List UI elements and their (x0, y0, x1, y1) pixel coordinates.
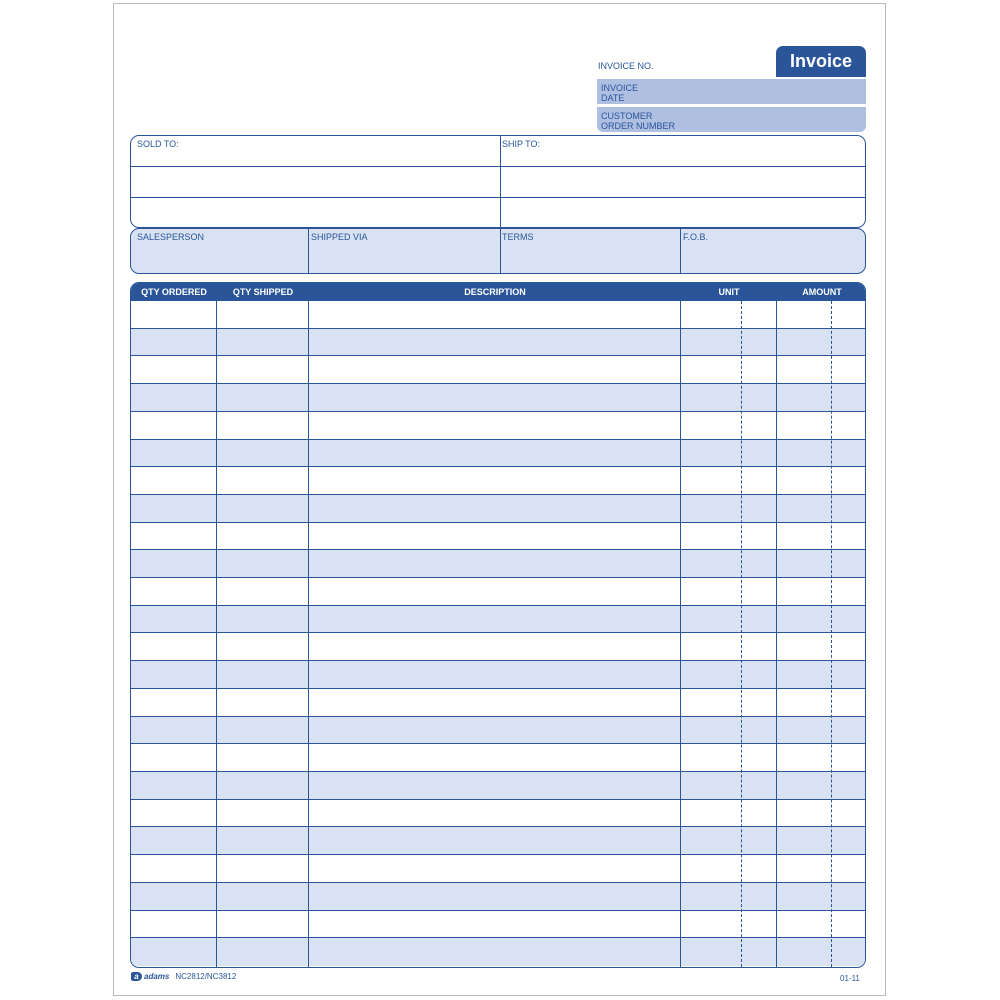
col-header-amount: AMOUNT (802, 287, 842, 297)
invoice-date-label-line2: DATE (601, 93, 625, 103)
terms-divider-3 (680, 229, 681, 273)
table-row[interactable] (131, 495, 865, 523)
table-row[interactable] (131, 883, 865, 911)
table-row[interactable] (131, 606, 865, 634)
table-row[interactable] (131, 772, 865, 800)
address-box (130, 135, 866, 228)
table-row[interactable] (131, 689, 865, 717)
table-row[interactable] (131, 356, 865, 384)
table-row[interactable] (131, 412, 865, 440)
terms-label: TERMS (502, 232, 534, 242)
col-header-qty-ordered: QTY ORDERED (141, 287, 207, 297)
terms-divider-1 (308, 229, 309, 273)
line-items-table (130, 282, 866, 968)
brand-name: adams (144, 972, 170, 981)
shipped-via-label: SHIPPED VIA (311, 232, 368, 242)
table-row[interactable] (131, 827, 865, 855)
column-divider-4 (776, 283, 777, 967)
customer-order-number-field[interactable] (597, 107, 866, 132)
table-row[interactable] (131, 661, 865, 689)
customer-order-label-line1: CUSTOMER (601, 111, 653, 121)
fob-label: F.O.B. (683, 232, 709, 242)
sold-to-label: SOLD TO: (137, 139, 179, 149)
form-revision: 01-11 (840, 974, 860, 983)
table-row[interactable] (131, 301, 865, 329)
address-divider (500, 136, 501, 227)
salesperson-label: SALESPERSON (137, 232, 205, 242)
invoice-date-label-line1: INVOICE (601, 83, 639, 93)
table-row[interactable] (131, 384, 865, 412)
unit-decimal-divider (741, 301, 742, 967)
table-row[interactable] (131, 938, 865, 966)
address-rule-2 (131, 197, 865, 198)
table-row[interactable] (131, 578, 865, 606)
col-header-qty-shipped: QTY SHIPPED (232, 287, 294, 297)
table-row[interactable] (131, 634, 865, 662)
table-row[interactable] (131, 329, 865, 357)
col-header-description: DESCRIPTION (464, 287, 526, 297)
ship-to-label: SHIP TO: (502, 139, 541, 149)
terms-box (130, 228, 866, 274)
invoice-date-field[interactable] (597, 79, 866, 104)
column-divider-3 (680, 283, 681, 967)
table-row[interactable] (131, 440, 865, 468)
amount-decimal-divider (831, 301, 832, 967)
terms-divider-2 (500, 229, 501, 273)
adams-logo-icon: a (131, 972, 142, 981)
table-row[interactable] (131, 911, 865, 939)
invoice-no-label: INVOICE NO. (598, 61, 654, 71)
table-row[interactable] (131, 523, 865, 551)
form-code: NC2812/NC3812 (175, 972, 237, 981)
table-row[interactable] (131, 467, 865, 495)
table-row[interactable] (131, 550, 865, 578)
table-row[interactable] (131, 855, 865, 883)
column-divider-2 (308, 283, 309, 967)
table-row[interactable] (131, 800, 865, 828)
column-divider-1 (216, 283, 217, 967)
invoice-title-tab: Invoice (776, 46, 866, 77)
address-rule-1 (131, 166, 865, 167)
brand-logo (131, 972, 236, 981)
table-row[interactable] (131, 744, 865, 772)
col-header-unit: UNIT (718, 287, 740, 297)
table-row[interactable] (131, 717, 865, 745)
table-header (131, 283, 865, 301)
customer-order-label-line2: ORDER NUMBER (601, 121, 676, 131)
